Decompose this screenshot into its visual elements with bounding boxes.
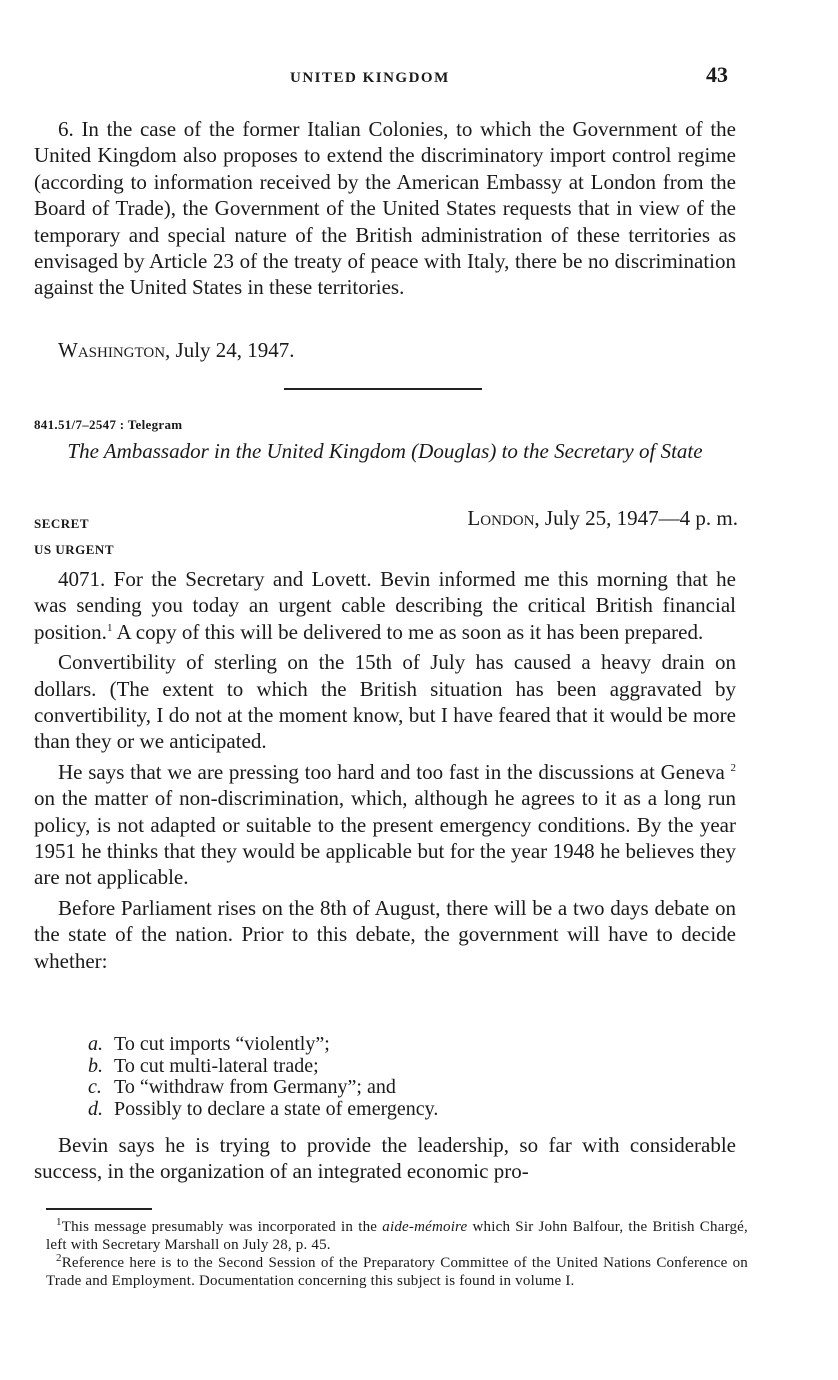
paragraph-text: A copy of this will be delivered to me as soon as it has been prepared. bbox=[112, 619, 704, 644]
footnote-ref-2: 2 bbox=[730, 761, 736, 774]
telegram-paragraph-2: Convertibility of sterling on the 15th of July has caused a heavy drain on dollars. (The extent to which the British situation has been aggravated by convertibility, I do not at the moment know, but I have feared that it would be more than they or we anticipated. bbox=[34, 650, 736, 754]
telegram-paragraph-4: Before Parliament rises on the 8th of August, there will be a two days debate on the state of the nation. Prior to this debate, the government will have to decide whether: bbox=[34, 895, 736, 973]
section-divider bbox=[284, 388, 482, 390]
list-text: Possibly to declare a state of emergency. bbox=[114, 1097, 439, 1120]
signoff-date: , July 24, 1947. bbox=[165, 338, 295, 362]
document-heading: The Ambassador in the United Kingdom (Douglas) to the Secretary of State bbox=[67, 439, 703, 463]
telegram-paragraph-3 bbox=[34, 759, 736, 891]
paragraph-text: Bevin says he is trying to provide the leadership, so far with considerable success, in the organization of an integrated economic pro- bbox=[34, 1133, 736, 1184]
footnote-2 bbox=[46, 1254, 748, 1290]
list-item bbox=[88, 1099, 438, 1121]
signoff bbox=[58, 338, 295, 363]
list-item bbox=[88, 1077, 438, 1099]
footnote-number: 1 bbox=[56, 1216, 62, 1228]
paragraph-6 bbox=[34, 116, 736, 301]
list-item bbox=[88, 1056, 438, 1078]
telegram-body bbox=[34, 566, 736, 978]
telegram-closing-paragraph bbox=[34, 1132, 736, 1185]
footnotes bbox=[46, 1218, 748, 1290]
paragraph-text: on the matter of non-discrimination, which, although he agrees to it as a long run policy, is not adapted or suitable to the present emergency conditions. By the year 1951 he thinks that they would be applicable but for the year 1948 he believes they are not applicable. bbox=[34, 786, 736, 890]
list-text: To “withdraw from Germany”; and bbox=[114, 1076, 396, 1098]
footnote-number: 2 bbox=[56, 1252, 62, 1264]
paragraph-text: 6. In the case of the former Italian Colonies, to which the Government of the United Kingdom also proposes to extend the discriminatory import control regime (according to information received by the American Embassy at London from the Board of Trade), the Government of the United States requests that in view of the temporary and special nature of the British administration of these territories as envisaged by Article 23 of the treaty of peace with Italy, there be no discrimination against the United States in these territories. bbox=[34, 117, 736, 300]
list-letter: b. bbox=[88, 1054, 103, 1077]
dateline-date: , July 25, 1947—4 p. m. bbox=[534, 506, 738, 530]
list-item bbox=[88, 1034, 438, 1056]
signoff-place: Washington bbox=[58, 338, 166, 362]
priority-label: US URGENT bbox=[34, 542, 114, 557]
list-letter: d. bbox=[88, 1097, 103, 1120]
page-number: 43 bbox=[706, 62, 728, 87]
footnote-italic-term: aide-mémoire bbox=[382, 1219, 468, 1235]
footnote-text: which Sir John Balfour, the British Chargé, left with Secretary Marshall on July 28, p. 45. bbox=[46, 1219, 748, 1253]
list-letter: a. bbox=[88, 1033, 103, 1055]
footnote-1 bbox=[46, 1218, 748, 1254]
footnote-text: Reference here is to the Second Session of the Preparatory Committee of the United Nations Conference on Trade and Employment. Documentation concerning this subject is found in volume I. bbox=[46, 1255, 748, 1289]
document-reference: 841.51/7–2547 : Telegram bbox=[34, 417, 183, 432]
list-text: To cut multi-lateral trade; bbox=[114, 1054, 319, 1077]
dateline-place: London bbox=[467, 506, 535, 530]
decision-list bbox=[88, 1034, 438, 1120]
footnote-divider bbox=[46, 1208, 152, 1210]
telegram-paragraph-1 bbox=[34, 566, 736, 645]
list-letter: c. bbox=[88, 1076, 102, 1098]
paragraph-text: He says that we are pressing too hard and too fast in the discussions at Geneva bbox=[58, 759, 725, 784]
paragraph-text: 4071. For the Secretary and Lovett. Bevin informed me this morning that he was sending you today an urgent cable describing the critical British financial position. bbox=[34, 567, 736, 644]
footnote-ref-1: 1 bbox=[106, 621, 113, 634]
running-head: UNITED KINGDOM bbox=[290, 70, 450, 86]
footnote-text: This message presumably was incorporated in the bbox=[61, 1219, 383, 1235]
list-text: To cut imports “violently”; bbox=[114, 1033, 330, 1055]
classification-label: SECRET bbox=[34, 516, 90, 531]
dateline bbox=[412, 506, 738, 531]
